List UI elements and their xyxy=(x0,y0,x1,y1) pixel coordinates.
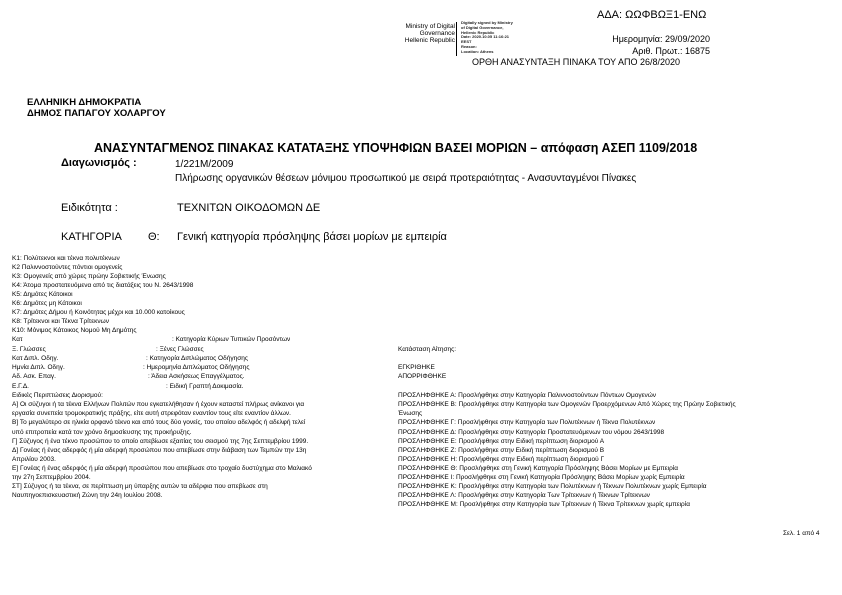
signature-detail: of Digital Governance, xyxy=(461,24,504,30)
status-hired-line: ΠΡΟΣΛΗΦΘΗΚΕ Α: Προσλήφθηκε στην Κατηγορία Παλιννοστούντων Πόντιων Ομογενών xyxy=(398,392,657,399)
issuer-municipality: ΔΗΜΟΣ ΠΑΠΑΓΟΥ ΧΟΛΑΡΓΟΥ xyxy=(27,108,166,119)
status-approved: ΕΓΚΡΙΘΗΚΕ xyxy=(398,364,435,371)
legend-item: Κ10: Μόνιμος Κάτοικος Νομού Μη Δημότης xyxy=(12,327,137,334)
status-hired-line: ΠΡΟΣΛΗΦΘΗΚΕ Ι: Προσλήφθηκε στη Γενική Κατηγορία Πρόσληψης Βάσει Μορίων χωρίς Εμπειρία xyxy=(398,474,685,481)
status-hired-line: ΠΡΟΣΛΗΦΘΗΚΕ Γ: Προσλήφθηκε στην Κατηγορία των Πολυτέκνων ή Τέκνα Πολυτέκνων xyxy=(398,419,656,426)
status-hired-line: ΠΡΟΣΛΗΦΘΗΚΕ Κ: Προσλήφθηκε στην Κατηγορία των Πολυτέκνων ή Τέκνων Πολυτέκνων χωρίς Εμπειρία xyxy=(398,483,707,490)
special-case-line: ΣΤ] Σύζυγος ή τα τέκνα, σε περίπτωση μη ύπαρξης αυτών τα αδέρφια που απεβίωσε στη xyxy=(12,483,268,490)
legend-item: Κ3: Ομογενείς από χώρες πρώην Σοβιετικής Ένωσης xyxy=(12,273,166,280)
special-cases-heading: Ειδικές Περιπτώσεις Διορισμού: xyxy=(12,392,103,399)
category-value: Γενική κατηγορία πρόσληψης βάσει μορίων με εμπειρία xyxy=(177,231,447,243)
special-case-line: Α] Οι σύζυγοι ή τα τέκνα Ελλήνων Πολιτών που εγκατελήθησαν ή έχουν καταστεί πλήρως ανίκανοι για xyxy=(12,401,305,408)
abbreviation-desc: : Ειδική Γραπτή Δοκιμασία. xyxy=(166,383,244,390)
status-hired-line: Ένωσης xyxy=(398,410,423,417)
signature-detail: Reason: xyxy=(461,43,477,49)
legend-item: Κ6: Δημότες μη Κάτοικοι xyxy=(12,300,82,307)
special-case-line: Ε] Γονέας ή ένας αδερφός ή μία αδερφή προσώπου που απεβίωσε στο τροχαίο δυστύχημα στο Μαλιακό xyxy=(12,465,312,472)
ada-code: ΑΔΑ: ΩΩΦΒΩΞ1-ΕΝΩ xyxy=(597,9,707,21)
competition-code: 1/221Μ/2009 xyxy=(175,159,234,170)
abbreviation-term: Αδ. Ασκ. Επαγ. xyxy=(12,373,56,380)
document-date: Ημερομηνία: 29/09/2020 xyxy=(612,34,710,44)
special-case-line: εργασία συνεπεία τρομοκρατικής πράξης, είτε αυτή στρεφόταν εναντίον τους είτε εναντίον άλλων. xyxy=(12,410,291,417)
status-rejected: ΑΠΟΡΡΙΦΘΗΚΕ xyxy=(398,373,447,380)
category-code: Θ: xyxy=(148,231,160,243)
special-case-line: Ναυπηγοεπισκευαστική Ζώνη την 24η Ιουλίου 2008. xyxy=(12,492,163,499)
abbreviation-term: Κατ xyxy=(12,336,23,343)
status-hired-line: ΠΡΟΣΛΗΦΘΗΚΕ Μ: Προσλήφθηκε στην Κατηγορία των Τρίτεκνων ή Τέκνα Τρίτεκνων χωρίς εμπειρία xyxy=(398,501,690,508)
signature-detail: EEST xyxy=(461,39,472,45)
abbreviation-desc: : Ξένες Γλώσσες xyxy=(156,346,204,353)
abbreviation-desc: : Κατηγορία Διπλώματος Οδήγησης xyxy=(146,355,248,362)
signature-detail: Hellenic Republic xyxy=(461,29,495,35)
status-hired-line: ΠΡΟΣΛΗΦΘΗΚΕ Θ: Προσλήφθηκε στη Γενική Κατηγορία Πρόσληψης Βάσει Μορίων με Εμπειρία xyxy=(398,465,678,472)
abbreviation-desc: : Ημερομηνία Διπλώματος Οδήγησης xyxy=(143,364,250,371)
specialty-label: Ειδικότητα : xyxy=(61,202,118,214)
signature-line: Hellenic Republic xyxy=(404,37,455,44)
status-hired-line: ΠΡΟΣΛΗΦΘΗΚΕ Δ: Προσλήφθηκε στην Κατηγορία Προστατευόμενων του νόμου 2643/1998 xyxy=(398,429,665,436)
legend-item: Κ8: Τρίτεκνοι και Τέκνα Τρίτεκνων xyxy=(12,318,109,325)
abbreviation-desc: : Κατηγορία Κύριων Τυπικών Προσόντων xyxy=(172,336,291,343)
status-hired-line: ΠΡΟΣΛΗΦΘΗΚΕ Λ: Προσλήφθηκε στην Κατηγορία Των Τρίτεκνων ή Τέκνων Τρίτεκνων xyxy=(398,492,650,499)
special-case-line: Β] Το μεγαλύτερο σε ηλικία ορφανό τέκνο και από τους δύο γονείς, του οποίου αδελφός ή αδελφή τελεί xyxy=(12,419,306,426)
page-title: ΑΝΑΣΥΝΤΑΓΜΕΝΟΣ ΠΙΝΑΚΑΣ ΚΑΤΑΤΑΞΗΣ ΥΠΟΨΗΦΙΩΝ ΒΑΣΕΙ ΜΟΡΙΩΝ – απόφαση ΑΣΕΠ 1109/2018 xyxy=(94,141,698,155)
legend-item: Κ5: Δημότες Κάτοικοι xyxy=(12,291,73,298)
signature-line: Governance xyxy=(419,30,455,37)
legend-item: Κ2 Παλιννοστούντες πόντιοι ομογενείς xyxy=(12,264,123,271)
protocol-number: Αριθ. Πρωτ.: 16875 xyxy=(632,46,710,56)
abbreviation-term: Ξ. Γλώσσες xyxy=(12,346,46,353)
legend-item: Κ1: Πολύτεκνοι και τέκνα πολυτέκνων xyxy=(12,255,120,262)
issuer-country: ΕΛΛΗΝΙΚΗ ΔΗΜΟΚΡΑΤΙΑ xyxy=(27,97,142,108)
status-hired-line: ΠΡΟΣΛΗΦΘΗΚΕ Ε: Προσλήφθηκε στην Ειδική περίπτωση διορισμού Α xyxy=(398,438,605,445)
signature-detail: Digitally signed by Ministry xyxy=(461,20,513,25)
issuer-block xyxy=(27,97,166,119)
abbreviation-desc: : Άδεια Ασκήσεως Επαγγέλματος. xyxy=(148,373,245,380)
special-case-line: την 27η Σεπτεμβρίου 2004. xyxy=(12,474,91,481)
special-case-line: Δ] Γονέας ή ένας αδερφός ή μία αδερφή προσώπου που απεβίωσε στην διάβαση των Τεμπών την 13η xyxy=(12,447,307,454)
signature-detail: Date: 2020.10.05 11:16:21 xyxy=(461,34,510,40)
category-label: ΚΑΤΗΓΟΡΙΑ xyxy=(61,231,122,243)
competition-label: Διαγωνισμός : xyxy=(61,157,137,169)
legend-item: Κ7: Δημότες Δήμου ή Κοινότητας μέχρι και 10.000 κατοίκους xyxy=(12,309,185,316)
signature-block-right xyxy=(461,21,513,55)
signature-detail: Location: Athens xyxy=(461,48,494,54)
signature-block-left xyxy=(402,23,455,44)
signature-line: Ministry of Digital xyxy=(405,23,455,30)
abbreviation-term: Ημνία Διπλ. Οδηγ. xyxy=(12,364,65,371)
abbreviation-term: Ε.Γ.Δ. xyxy=(12,383,29,390)
specialty-value: ΤΕΧΝΙΤΩΝ ΟΙΚΟΔΟΜΩΝ ΔΕ xyxy=(177,202,321,214)
status-hired-line: ΠΡΟΣΛΗΦΘΗΚΕ Η: Προσλήφθηκε στην Ειδική περίπτωση διορισμού Γ xyxy=(398,456,605,463)
page-number: Σελ. 1 από 4 xyxy=(783,530,820,537)
special-case-line: υπό επιτροπεία κατά τον χρόνο δημοσίευσης της προκήρυξης. xyxy=(12,429,192,436)
status-hired-line: ΠΡΟΣΛΗΦΘΗΚΕ Β: Προσλήφθηκε στην Κατηγορία των Ομογενών Προερχόμενων Από Χώρες της Πρώην Σοβιετικής xyxy=(398,401,736,408)
legend-item: Κ4: Άτομα προστατευόμενα από τις διατάξεις του Ν. 2643/1998 xyxy=(12,282,194,289)
abbreviation-term: Κατ Διπλ. Οδηγ. xyxy=(12,355,59,362)
correction-note: ΟΡΘΗ ΑΝΑΣΥΝΤΑΞΗ ΠΙΝΑΚΑ ΤΟΥ ΑΠΟ 26/8/2020 xyxy=(472,57,681,67)
status-heading: Κατάσταση Αίτησης: xyxy=(398,346,457,353)
special-case-line: Γ] Σύζυγος ή ένα τέκνο προσώπου το οποίο απεβίωσε εξαιτίας του σεισμού της 7ης Σεπτεμβρίου 1999. xyxy=(12,438,309,445)
special-case-line: Απριλίου 2003. xyxy=(12,456,56,463)
signature-divider xyxy=(456,22,457,56)
status-hired-line: ΠΡΟΣΛΗΦΘΗΚΕ Ζ: Προσλήφθηκε στην Ειδική περίπτωση διορισμού Β xyxy=(398,447,605,454)
category-legend xyxy=(12,254,193,335)
competition-description: Πλήρωσης οργανικών θέσεων μόνιμου προσωπικού με σειρά προτεραιότητας - Ανασυνταγμένοι Πίνακες xyxy=(175,173,637,184)
